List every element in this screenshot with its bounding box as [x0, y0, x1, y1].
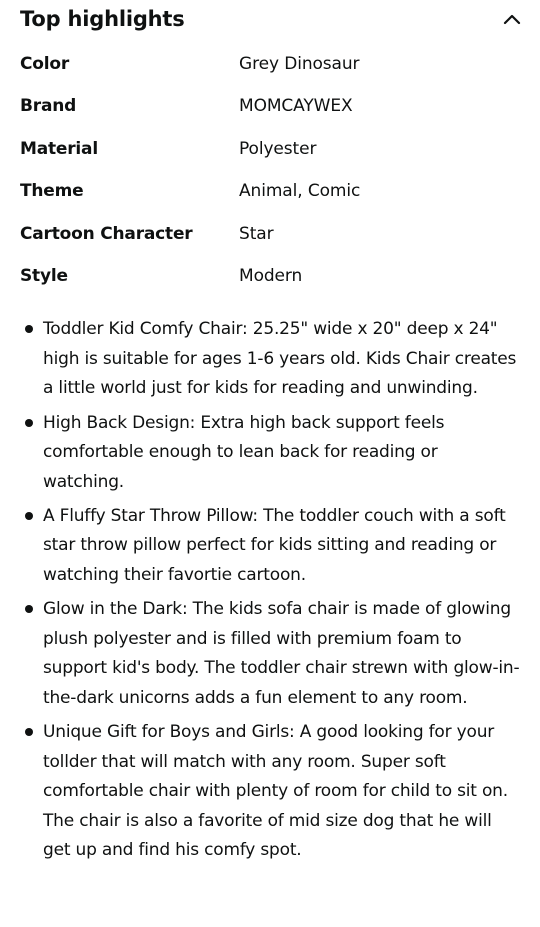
spec-table: [20, 51, 520, 305]
feature-bullet: [20, 315, 520, 404]
feature-bullet: [20, 718, 520, 866]
bullet-dot-icon: [25, 419, 33, 427]
feature-bullet-text: A Fluffy Star Throw Pillow: The toddler couch with a soft star throw pillow perfect for kids sitting and reading or watching their favortie cartoon.: [43, 505, 506, 585]
feature-bullet-text: Toddler Kid Comfy Chair: 25.25" wide x 20" deep x 24" high is suitable for ages 1-6 years old. Kids Chair creates a little world just for kids for reading and unwinding.: [43, 319, 517, 399]
chevron-up-icon: [503, 13, 521, 25]
bullet-dot-icon: [25, 728, 33, 736]
feature-bullet-text: Glow in the Dark: The kids sofa chair is made of glowing plush polyester and is filled with premium foam to support kid's body. The toddler chair strewn with glow-in-the-dark unicorns adds a fun element to any room.: [43, 599, 520, 708]
spec-value: Star: [239, 223, 274, 244]
spec-value: Grey Dinosaur: [239, 54, 360, 74]
collapse-button[interactable]: [498, 5, 526, 33]
section-header[interactable]: [20, 0, 520, 38]
spec-row-material: [20, 136, 520, 178]
spec-row-brand: [20, 93, 520, 135]
spec-row-color: [20, 51, 520, 93]
feature-bullet-text: High Back Design: Extra high back support feels comfortable enough to lean back for reading or watching.: [43, 412, 445, 492]
spec-key: Cartoon Character: [20, 223, 193, 244]
bullet-dot-icon: [25, 605, 33, 613]
bullet-dot-icon: [25, 325, 33, 333]
feature-bullet: [20, 502, 520, 591]
spec-row-cartoon-character: [20, 221, 520, 263]
section-title: Top highlights: [20, 7, 185, 31]
spec-key: Brand: [20, 96, 77, 117]
spec-key: Style: [20, 265, 68, 286]
feature-bullet-list: [20, 315, 520, 865]
spec-key: Material: [20, 138, 98, 159]
feature-bullet: [20, 595, 520, 713]
feature-bullet-text: Unique Gift for Boys and Girls: A good looking for your tollder that will match with any room. Super soft comfortable chair with plenty of room for child to sit on. The chair is also a favorite of mid size dog that he will get up and find his comfy spot.: [43, 722, 508, 861]
spec-value: Modern: [239, 265, 303, 286]
bullet-dot-icon: [25, 512, 33, 520]
spec-value: MOMCAYWEX: [239, 96, 353, 117]
spec-value: Polyester: [239, 138, 317, 159]
spec-key: Color: [20, 54, 70, 74]
spec-key: Theme: [20, 181, 84, 202]
spec-value: Animal, Comic: [239, 181, 361, 202]
spec-row-style: [20, 263, 520, 305]
feature-bullet: [20, 409, 520, 498]
spec-row-theme: [20, 178, 520, 220]
